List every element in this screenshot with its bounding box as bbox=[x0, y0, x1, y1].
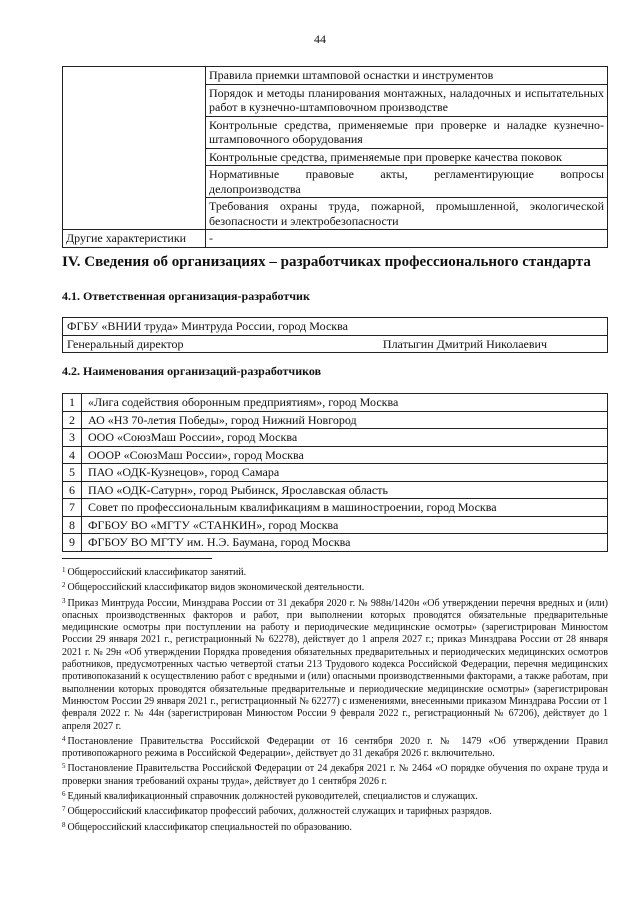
row-number: 9 bbox=[63, 534, 82, 552]
footnote bbox=[62, 803, 608, 818]
footnote-text: Приказ Минтруда России, Минздрава России от 31 декабря 2020 г. № 988н/1420н «Об утверждении перечня вредных и (или) опасных производственных факторов и работ, при выполнении которых проводятся обязательные предварительные медицинские осмотры при поступлении на работу и периодические медицинские осмотры» (зарегистрирован Минюстом России 29 января 2021 г., регистрационный № 62278), действует до 1 апреля 2027 г.; приказ Минздрава России от 28 января 2021 г. № 29н «Об утверждении Порядка проведения обязательных предварительных и периодических медицинских осмотров работников, предусмотренных частью четвертой статьи 213 Трудового кодекса Российской Федерации, перечня медицинских противопоказаний к осуществлению работ с вредными и (или) опасными производственными факторами, а также работам, при выполнении которых проводятся обязательные предварительные и периодические медицинские осмотры» (зарегистрирован Минюстом России 29 января 2021 г., регистрационный № 62277) с изменениями, внесенными приказом Минздрава России от 1 февраля 2022 г. № 44н (зарегистрирован Минюстом России 9 февраля 2022 г., регистрационный № 67206), действует до 1 апреля 2027 г. bbox=[62, 597, 608, 732]
table-cell: Нормативные правовые акты, регламентирующие вопросы делопроизводства bbox=[206, 166, 608, 198]
footnote-text: Общероссийский классификатор профессий рабочих, должностей служащих и тарифных разрядов. bbox=[67, 806, 492, 818]
footnote-divider bbox=[62, 558, 212, 559]
developer-name: ПАО «ОДК-Кузнецов», город Самара bbox=[82, 464, 608, 482]
requirements-table bbox=[62, 66, 608, 248]
page-number: 44 bbox=[314, 32, 326, 46]
developer-name: ФГБОУ ВО «МГТУ «СТАНКИН», город Москва bbox=[82, 516, 608, 534]
section-title: IV. Сведения об организациях – разработчиках профессионального стандарта bbox=[62, 254, 591, 270]
footnote bbox=[62, 819, 608, 834]
table-row bbox=[63, 534, 608, 552]
developer-name: АО «НЗ 70-летия Победы», город Нижний Новгород bbox=[82, 411, 608, 429]
developer-name: ФГБОУ ВО МГТУ им. Н.Э. Баумана, город Москва bbox=[82, 534, 608, 552]
responsible-org-table bbox=[62, 317, 608, 353]
footnote-mark: 4 bbox=[62, 734, 66, 743]
other-characteristics-label: Другие характеристики bbox=[63, 230, 206, 248]
row-number: 7 bbox=[63, 499, 82, 517]
footnote-mark: 2 bbox=[62, 581, 66, 590]
footnote bbox=[62, 788, 608, 803]
responsible-org-heading: 4.1. Ответственная организация-разработчик bbox=[62, 289, 310, 303]
developer-name: ООО «СоюзМаш России», город Москва bbox=[82, 429, 608, 447]
footnote-mark: 8 bbox=[62, 820, 66, 829]
table-cell-empty bbox=[63, 67, 206, 230]
row-number: 1 bbox=[63, 394, 82, 412]
footnote-mark: 3 bbox=[62, 596, 66, 605]
table-row bbox=[63, 481, 608, 499]
footnote-text: Общероссийский классификатор специальностей по образованию. bbox=[67, 821, 352, 833]
footnote bbox=[62, 595, 608, 733]
developers-table bbox=[62, 393, 608, 552]
developer-name: ОООР «СоюзМаш России», город Москва bbox=[82, 446, 608, 464]
table-row bbox=[63, 429, 608, 447]
row-number: 5 bbox=[63, 464, 82, 482]
table-cell: Контрольные средства, применяемые при проверке и наладке кузнечно-штамповочного оборудования bbox=[206, 116, 608, 148]
director-name: Платыгин Дмитрий Николаевич bbox=[382, 336, 547, 351]
table-row bbox=[63, 499, 608, 517]
footnote bbox=[62, 760, 608, 788]
row-number: 8 bbox=[63, 516, 82, 534]
developer-name: Совет по профессиональным квалификациям в машиностроении, город Москва bbox=[82, 499, 608, 517]
table-row bbox=[63, 394, 608, 412]
table-cell: Правила приемки штамповой оснастки и инструментов bbox=[206, 67, 608, 85]
table-row bbox=[63, 230, 608, 248]
footnotes bbox=[62, 564, 608, 834]
footnote bbox=[62, 733, 608, 761]
table-row bbox=[63, 516, 608, 534]
table-row bbox=[63, 446, 608, 464]
footnote bbox=[62, 564, 608, 579]
footnote-text: Общероссийский классификатор видов экономической деятельности. bbox=[67, 582, 365, 594]
row-number: 2 bbox=[63, 411, 82, 429]
row-number: 6 bbox=[63, 481, 82, 499]
table-row bbox=[63, 464, 608, 482]
footnote-mark: 1 bbox=[62, 566, 66, 574]
developer-name: ПАО «ОДК-Сатурн», город Рыбинск, Ярославская область bbox=[82, 481, 608, 499]
footnote-text: Единый квалификационный справочник должностей руководителей, специалистов и служащих. bbox=[67, 791, 478, 803]
footnote-mark: 7 bbox=[62, 805, 66, 814]
table-row bbox=[63, 318, 608, 336]
developer-name: «Лига содействия оборонным предприятиям», город Москва bbox=[82, 394, 608, 412]
table-row bbox=[63, 411, 608, 429]
row-number: 4 bbox=[63, 446, 82, 464]
footnote-mark: 6 bbox=[62, 790, 66, 799]
footnote-mark: 5 bbox=[62, 762, 66, 771]
footnote-text: Постановление Правительства Российской Федерации от 16 сентября 2020 г. № 1479 «Об утверждении Правил противопожарного режима в Российской Федерации», действует до 31 декабря 2026 г. включительно. bbox=[62, 735, 608, 760]
table-cell: Требования охраны труда, пожарной, промышленной, экологической безопасности и электробезопасности bbox=[206, 198, 608, 230]
responsible-org-name: ФГБУ «ВНИИ труда» Минтруда России, город Москва bbox=[63, 318, 608, 336]
table-cell: Порядок и методы планирования монтажных, наладочных и испытательных работ в кузнечно-штамповочном производстве bbox=[206, 84, 608, 116]
director-cell bbox=[63, 335, 608, 353]
table-row bbox=[63, 335, 608, 353]
developers-heading: 4.2. Наименования организаций-разработчиков bbox=[62, 364, 322, 378]
director-position: Генеральный директор bbox=[67, 336, 184, 351]
table-row bbox=[63, 67, 608, 85]
footnote-text: Общероссийский классификатор занятий. bbox=[67, 567, 247, 578]
row-number: 3 bbox=[63, 429, 82, 447]
footnote-text: Постановление Правительства Российской Федерации от 24 декабря 2021 г. № 2464 «О порядке обучения по охране труда и проверки знания требований охраны труда», действует до 1 сентября 2026 г. bbox=[62, 763, 608, 787]
footnote bbox=[62, 579, 608, 594]
table-cell: Контрольные средства, применяемые при проверке качества поковок bbox=[206, 148, 608, 166]
other-characteristics-value: - bbox=[206, 230, 608, 248]
